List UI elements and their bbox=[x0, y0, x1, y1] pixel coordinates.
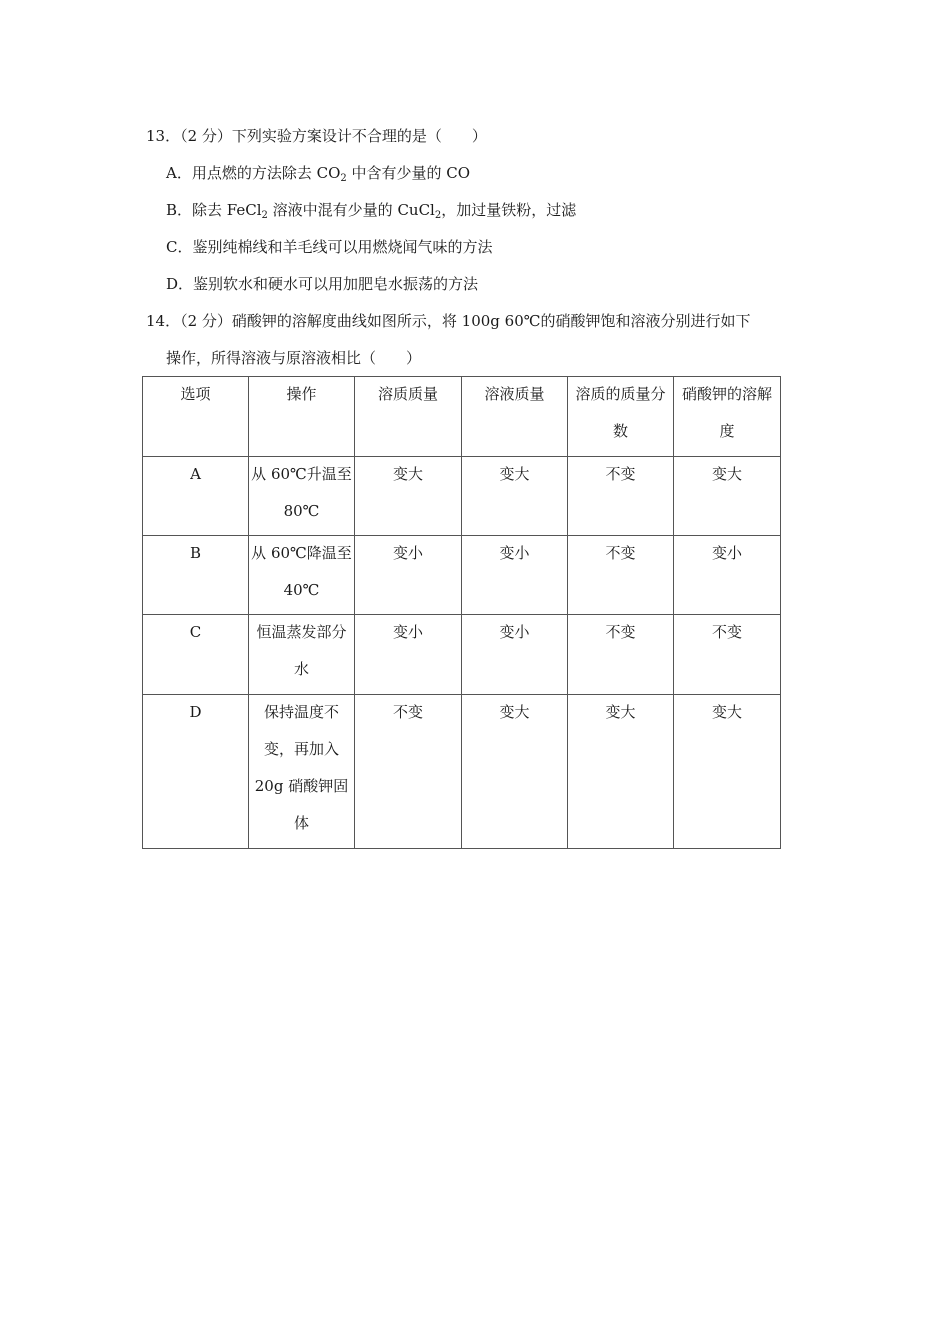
cell-text: 变大 bbox=[711, 703, 742, 721]
table-row bbox=[143, 457, 781, 536]
cell-text: 变小 bbox=[711, 544, 742, 562]
table-cell bbox=[355, 457, 462, 536]
cell-text: 变小 bbox=[499, 544, 530, 562]
table-cell bbox=[143, 695, 249, 849]
q13-option-b-text: B．除去 FeCl bbox=[166, 201, 262, 219]
header-cell bbox=[355, 377, 462, 457]
subscript: 2 bbox=[261, 210, 268, 221]
table-cell bbox=[249, 615, 355, 695]
q13-stem: 13．（2 分）下列实验方案设计不合理的是（ ） bbox=[146, 127, 487, 145]
table-cell bbox=[355, 695, 462, 849]
cell-text: 变小 bbox=[392, 544, 423, 562]
q13-option-d: D．鉴别软水和硬水可以用加肥皂水振荡的方法 bbox=[166, 275, 479, 293]
q13-option-b-text-end: ，加过量铁粉，过滤 bbox=[441, 201, 577, 219]
cell-text: 不变 bbox=[711, 623, 742, 641]
header-cell bbox=[143, 377, 249, 457]
table-cell bbox=[568, 536, 674, 615]
cell-text: 变大 bbox=[499, 703, 530, 721]
table-cell bbox=[674, 615, 781, 695]
q13-option-a-text: A．用点燃的方法除去 CO bbox=[166, 164, 341, 182]
cell-text: 不变 bbox=[392, 703, 423, 721]
header-cell bbox=[568, 377, 674, 457]
table-row bbox=[143, 615, 781, 695]
table-cell bbox=[462, 615, 568, 695]
cell-text: 恒温蒸发部分水 bbox=[256, 623, 347, 678]
subscript: 2 bbox=[434, 210, 442, 221]
table-header-row bbox=[143, 377, 781, 457]
q14-stem-line1: 14．（2 分）硝酸钾的溶解度曲线如图所示，将 100g 60℃的硝酸钾饱和溶液分别进行如下 bbox=[146, 312, 751, 330]
table-cell bbox=[568, 615, 674, 695]
table-cell bbox=[249, 695, 355, 849]
cell-text: 变大 bbox=[605, 703, 636, 721]
table-cell bbox=[355, 615, 462, 695]
cell-text: 保持温度不变，再加入 20g 硝酸钾固体 bbox=[254, 703, 349, 832]
header-text: 操作 bbox=[286, 385, 317, 403]
q13-option-a-text-end: 中含有少量的 CO bbox=[346, 164, 471, 182]
table-cell bbox=[568, 695, 674, 849]
cell-text: 变小 bbox=[499, 623, 530, 641]
header-text: 溶质质量 bbox=[377, 385, 438, 403]
table-cell bbox=[143, 615, 249, 695]
cell-text: B bbox=[189, 544, 202, 562]
q13-option-b-text-mid: 溶液中混有少量的 CuCl bbox=[267, 201, 435, 219]
table-cell bbox=[462, 695, 568, 849]
cell-text: C bbox=[189, 623, 202, 641]
cell-text: 从 60℃降温至 40℃ bbox=[251, 544, 352, 599]
header-text: 硝酸钾的溶解度 bbox=[681, 385, 772, 440]
cell-text: 从 60℃升温至 80℃ bbox=[251, 465, 352, 520]
cell-text: 不变 bbox=[605, 465, 636, 483]
table-cell bbox=[568, 457, 674, 536]
q14-stem-line2: 操作，所得溶液与原溶液相比（ ） bbox=[166, 349, 422, 367]
header-cell bbox=[249, 377, 355, 457]
cell-text: 变大 bbox=[711, 465, 742, 483]
cell-text: 变大 bbox=[392, 465, 423, 483]
table-cell bbox=[462, 536, 568, 615]
table-cell bbox=[355, 536, 462, 615]
q13-option-c: C．鉴别纯棉线和羊毛线可以用燃烧闻气味的方法 bbox=[166, 238, 493, 256]
header-cell bbox=[674, 377, 781, 457]
header-text: 溶液质量 bbox=[484, 385, 545, 403]
cell-text: A bbox=[190, 465, 201, 483]
table-row bbox=[143, 536, 781, 615]
cell-text: 变大 bbox=[499, 465, 530, 483]
header-text: 选项 bbox=[180, 385, 211, 403]
table-cell bbox=[674, 536, 781, 615]
q14-table bbox=[142, 376, 781, 849]
table-cell bbox=[462, 457, 568, 536]
q13-option-a bbox=[166, 163, 470, 183]
cell-text: 变小 bbox=[392, 623, 423, 641]
table-cell bbox=[143, 536, 249, 615]
q13-option-b bbox=[166, 200, 576, 220]
table-cell bbox=[249, 457, 355, 536]
table-cell bbox=[249, 536, 355, 615]
table-cell bbox=[674, 457, 781, 536]
header-cell bbox=[462, 377, 568, 457]
subscript: 2 bbox=[340, 173, 347, 184]
cell-text: D bbox=[189, 703, 202, 721]
table-cell bbox=[143, 457, 249, 536]
cell-text: 不变 bbox=[605, 544, 636, 562]
table-cell bbox=[674, 695, 781, 849]
header-text: 溶质的质量分数 bbox=[575, 385, 666, 440]
table-row bbox=[143, 695, 781, 849]
cell-text: 不变 bbox=[605, 623, 636, 641]
